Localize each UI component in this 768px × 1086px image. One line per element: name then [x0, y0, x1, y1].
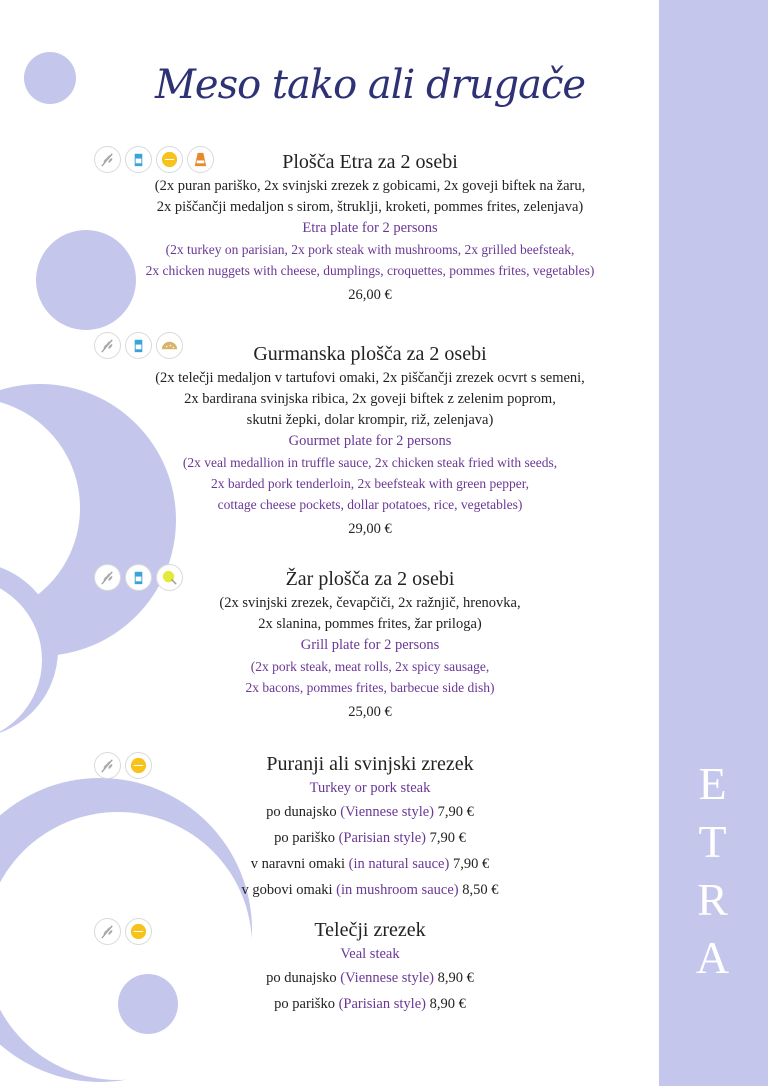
dish-description: (2x puran pariško, 2x svinjski zrezek z gobicami, 2x goveji biftek na žaru, [154, 178, 586, 194]
dish-telecji-zrezek [100, 918, 640, 1017]
dish-gurmanska-plate [100, 342, 640, 541]
dish-description-en: (2x pork steak, meat rolls, 2x spicy sausage, [250, 659, 490, 674]
dish-description-en: (2x veal medallion in truffle sauce, 2x chicken steak fried with seeds, [182, 455, 558, 470]
price-row: po pariško (Parisian style) 7,90 € [274, 830, 466, 846]
dish-description: 2x slanina, pommes frites, žar priloga) [258, 616, 482, 632]
dish-name-en: Turkey or pork steak [309, 780, 431, 796]
dish-description: skutni žepki, dolar krompir, riž, zelenjava) [246, 412, 494, 428]
dish-etra-plate [100, 150, 640, 307]
brand-letter-t: T [698, 816, 729, 867]
brand-letter-a: A [695, 932, 732, 983]
dish-name-en: Grill plate for 2 persons [300, 637, 440, 653]
brand-letter-r: R [697, 874, 730, 925]
dish-price: 29,00 € [348, 521, 392, 537]
price-row: po dunajsko (Viennese style) 8,90 € [266, 970, 474, 986]
dish-price: 26,00 € [348, 287, 392, 303]
dish-description: 2x bardirana svinjska ribica, 2x goveji biftek z zelenim poprom, [184, 391, 556, 407]
dish-price: 25,00 € [348, 704, 392, 720]
dish-name-en: Gourmet plate for 2 persons [288, 433, 452, 449]
dish-description: (2x svinjski zrezek, čevapčiči, 2x ražnjič, hrenovka, [219, 595, 521, 611]
dish-description-en: 2x chicken nuggets with cheese, dumplings, croquettes, pommes frites, vegetables) [145, 263, 595, 278]
dish-description-en: 2x bacons, pommes frites, barbecue side dish) [245, 680, 495, 695]
dish-zar-plate [100, 567, 640, 724]
dish-description: (2x telečji medaljon v tartufovi omaki, 2x piščančji zrezek ocvrt s semeni, [155, 370, 585, 386]
price-row: po dunajsko (Viennese style) 7,90 € [266, 804, 474, 820]
dish-name: Puranji ali svinjski zrezek [266, 753, 474, 775]
dish-name: Plošča Etra za 2 osebi [282, 151, 458, 173]
dish-description-en: 2x barded pork tenderloin, 2x beefsteak with green pepper, [210, 476, 530, 491]
dish-description-en: cottage cheese pockets, dollar potatoes, rice, vegetables) [217, 497, 523, 512]
price-row: v gobovi omaki (in mushroom sauce) 8,50 € [241, 882, 499, 898]
brand-letter-e: E [698, 758, 729, 809]
dish-name: Žar plošča za 2 osebi [285, 568, 455, 590]
dish-puranji-zrezek [100, 752, 640, 903]
dish-name: Telečji zrezek [314, 919, 426, 941]
dish-description: 2x piščančji medaljon s sirom, štruklji, kroketi, pommes frites, zelenjava) [156, 199, 584, 215]
page-title: Meso tako ali drugače [154, 62, 586, 108]
brand-logo [659, 755, 768, 987]
dish-name-en: Etra plate for 2 persons [302, 220, 438, 236]
dish-description-en: (2x turkey on parisian, 2x pork steak with mushrooms, 2x grilled beefsteak, [165, 242, 575, 257]
price-row: po pariško (Parisian style) 8,90 € [274, 996, 466, 1012]
dish-name: Gurmanska plošča za 2 osebi [253, 343, 487, 365]
dish-name-en: Veal steak [340, 946, 400, 962]
price-row: v naravni omaki (in natural sauce) 7,90 € [250, 856, 490, 872]
